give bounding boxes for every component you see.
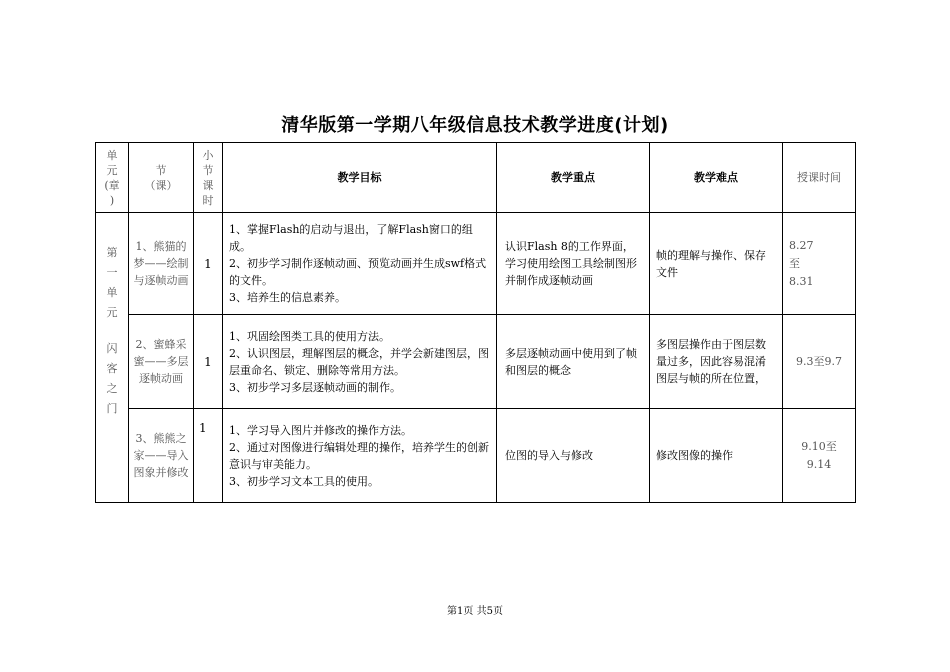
goals-cell: 1、巩固绘图类工具的使用方法。 2、认识图层，理解图层的概念，并学会新建图层，图层重命名、锁定、删除等常用方法。 3、初步学习多层逐帧动画的制作。: [223, 315, 497, 409]
difficulty-cell: 帧的理解与操作、保存文件: [650, 213, 783, 315]
focus-cell: 位图的导入与修改: [497, 409, 650, 503]
header-time: 授课时间: [783, 143, 856, 213]
schedule-table: [95, 142, 856, 503]
focus-cell: 认识Flash 8的工作界面，学习使用绘图工具绘制图形并制作成逐帧动画: [497, 213, 650, 315]
header-focus: 教学重点: [497, 143, 650, 213]
unit-cell: 第 一 单 元 闪 客 之 门: [96, 213, 129, 503]
section-cell: 3、熊熊之家——导入图象并修改: [129, 409, 194, 503]
goals-cell: 1、掌握Flash的启动与退出，了解Flash窗口的组成。 2、初步学习制作逐帧动画、预览动画并生成swf格式的文件。 3、培养生的信息素养。: [223, 213, 497, 315]
header-row: [96, 143, 856, 213]
table-row: [96, 409, 856, 503]
hours-cell: 1: [194, 213, 223, 315]
header-goals: 教学目标: [223, 143, 497, 213]
table-row: [96, 213, 856, 315]
header-sub-hours: 小 节 课 时: [194, 143, 223, 213]
hours-cell: 1: [194, 409, 223, 503]
difficulty-cell: 多图层操作由于图层数量过多，因此容易混淆图层与帧的所在位置，: [650, 315, 783, 409]
time-cell: 9.10至 9.14: [783, 409, 856, 503]
difficulty-cell: 修改图像的操作: [650, 409, 783, 503]
page-footer: 第1页 共5页: [447, 606, 503, 617]
header-difficulty: 教学难点: [650, 143, 783, 213]
time-cell: 9.3至9.7: [783, 315, 856, 409]
header-section: 节 （课）: [129, 143, 194, 213]
focus-cell: 多层逐帧动画中使用到了帧和图层的概念: [497, 315, 650, 409]
goals-cell: 1、学习导入图片并修改的操作方法。 2、通过对图像进行编辑处理的操作，培养学生的创新意识与审美能力。 3、初步学习文本工具的使用。: [223, 409, 497, 503]
page-title: 清华版第一学期八年级信息技术教学进度(计划): [281, 115, 669, 136]
section-cell: 1、熊猫的梦——绘制与逐帧动画: [129, 213, 194, 315]
section-cell: 2、蜜蜂采蜜——多层逐帧动画: [129, 315, 194, 409]
time-cell: 8.27 至 8.31: [783, 213, 856, 315]
table-row: [96, 315, 856, 409]
hours-cell: 1: [194, 315, 223, 409]
header-unit: 单 元 (章 ): [96, 143, 129, 213]
